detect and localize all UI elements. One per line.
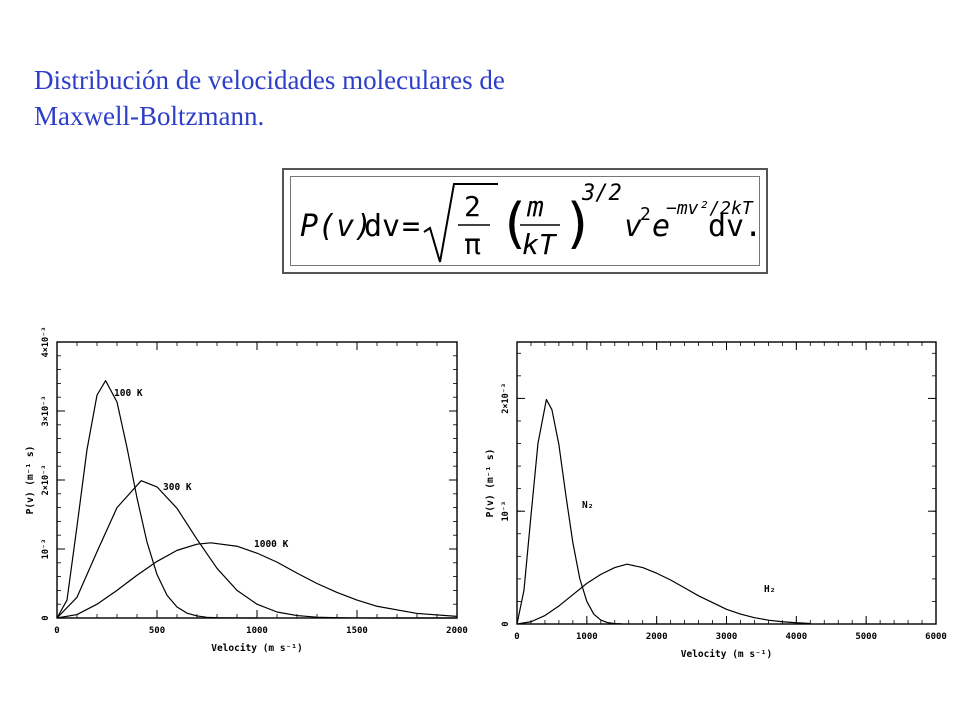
x-tick-label: 2000 xyxy=(645,632,668,642)
x-tick-label: 0 xyxy=(514,632,520,642)
y-axis-label: P(v) (m⁻¹ s) xyxy=(485,448,496,518)
series-line-0 xyxy=(517,400,622,624)
power-exponent: 3/2 xyxy=(582,181,622,206)
formula-tail: dv. xyxy=(708,209,763,244)
sqrt-numerator: 2 xyxy=(464,190,481,223)
title-line-2: Maxwell-Boltzmann. xyxy=(34,101,265,131)
y-axis-label: P(v) (m⁻¹ s) xyxy=(25,445,36,515)
formula-lhs: P(v) xyxy=(300,209,373,244)
x-tick-label: 1000 xyxy=(575,632,598,642)
frac-denominator: kT xyxy=(522,228,556,261)
v-term: v xyxy=(624,209,643,244)
x-tick-label: 3000 xyxy=(715,632,738,642)
gas-distribution-chart xyxy=(484,325,947,670)
series-label: N₂ xyxy=(582,500,594,511)
x-tick-label: 4000 xyxy=(785,632,808,642)
formula-equals: = xyxy=(402,209,421,244)
y-tick-label: 0 xyxy=(501,621,511,627)
x-tick-label: 2000 xyxy=(446,626,468,636)
y-tick-label: 4×10⁻³ xyxy=(41,326,51,358)
y-tick-label: 2×10⁻³ xyxy=(501,383,511,414)
series-label: H₂ xyxy=(764,584,776,595)
series-line-0 xyxy=(57,381,257,618)
x-tick-label: 5000 xyxy=(855,632,878,642)
plot-frame xyxy=(517,342,936,624)
plot-frame xyxy=(57,342,457,618)
title-line-1: Distribución de velocidades moleculares de xyxy=(34,65,505,95)
e-term-exponent: −mv²/2kT xyxy=(666,198,753,219)
x-tick-label: 1000 xyxy=(246,626,268,636)
e-term: e xyxy=(652,209,671,244)
maxwell-boltzmann-formula xyxy=(284,170,770,276)
sqrt-denominator: π xyxy=(464,228,481,261)
v-term-exponent: 2 xyxy=(640,204,651,225)
y-tick-label: 0 xyxy=(41,615,51,621)
x-axis-label: Velocity (m s⁻¹) xyxy=(211,643,303,654)
left-paren: ( xyxy=(498,192,531,255)
y-tick-label: 3×10⁻³ xyxy=(41,395,51,427)
temperature-distribution-chart xyxy=(20,310,470,670)
x-tick-label: 6000 xyxy=(925,632,947,642)
y-tick-label: 2×10⁻³ xyxy=(41,464,51,496)
x-tick-label: 500 xyxy=(148,626,166,636)
y-tick-label: 10⁻³ xyxy=(501,500,511,522)
y-tick-label: 10⁻³ xyxy=(41,538,51,560)
series-line-2 xyxy=(57,543,457,618)
slide-title xyxy=(34,62,674,134)
x-axis-label: Velocity (m s⁻¹) xyxy=(680,649,773,660)
sqrt-sign xyxy=(424,184,498,262)
formula-lhs-dv: dv xyxy=(364,209,401,244)
series-label: 100 K xyxy=(114,388,143,399)
right-paren: ) xyxy=(562,192,595,255)
formula-box xyxy=(282,168,768,274)
frac-numerator: m xyxy=(527,190,544,223)
x-tick-label: 1500 xyxy=(346,626,368,636)
series-label: 1000 K xyxy=(254,539,289,550)
series-label: 300 K xyxy=(163,482,192,493)
x-tick-label: 0 xyxy=(54,626,60,636)
